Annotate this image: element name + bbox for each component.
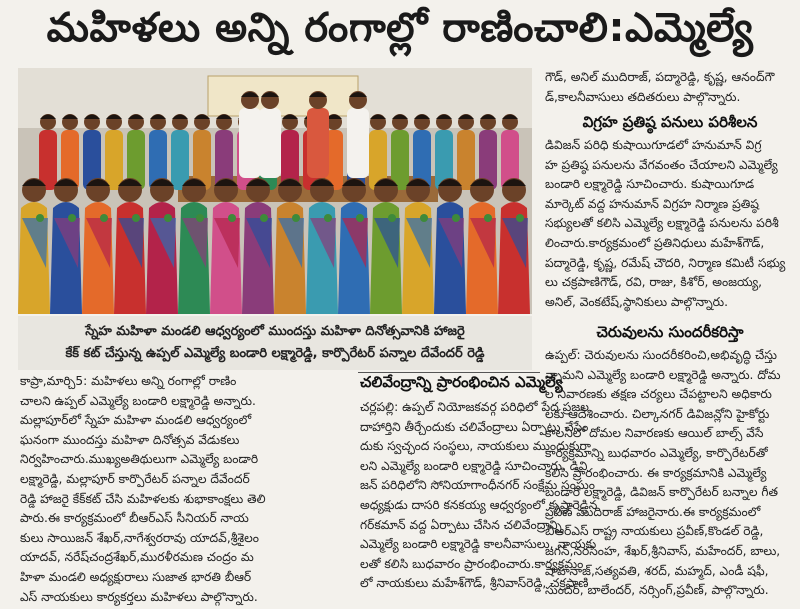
article-line: బీఆర్ఎస్ రాష్ట్ర నాయకులు ప్రవీణ్,కొండల్ రెడ్డి, bbox=[545, 524, 764, 539]
article-line: సభ్యులతో కలిసి ఎమ్మెల్యే లక్ష్మారెడ్డి పనులను పరిశీ bbox=[545, 216, 779, 231]
badge bbox=[292, 214, 300, 222]
article-line: దుకు స్వచ్ఛంద సంస్థలు, నాయకులు ముందుకురా bbox=[360, 439, 591, 454]
headline: మహిళలు అన్ని రంగాల్లో రాణించాలి:ఎమ్మెల్యే bbox=[46, 5, 754, 51]
article-line: ఉప్పల్: చెరువులను సుందరీకరించి,అభివృద్ధి చేస్తు bbox=[545, 348, 777, 362]
article-line: కులు సాయిజన్ శేఖర్,నాగేశ్వరరావు యాదవ్,శ్రీశైలం bbox=[20, 530, 259, 545]
article-line: లక్ష్మారెడ్డి, మల్లాపూర్ కార్పొరేటర్ పన్నాల దేవేందర్ bbox=[20, 471, 250, 486]
article-line: ప్రవీణ్ ముదిరాజ్ హాజరైనారు.ఈ కార్యక్రమంలో bbox=[545, 504, 761, 519]
badge bbox=[100, 214, 108, 222]
article-line: ఎమ్మెల్యే బండారి లక్ష్మారెడ్డి కాలనీవాసులు, నాయకు bbox=[360, 537, 597, 552]
person-body bbox=[259, 108, 281, 178]
article-line: అనిల్, వెంకటేష్,స్థానికులు పాల్గొన్నారు. bbox=[545, 294, 728, 309]
badge bbox=[36, 214, 44, 222]
article-line: డివిజన్ పరిధి కుషాయిగూడలో హనుమాన్ విగ్ర bbox=[545, 138, 762, 152]
article-line: ల నివారణకు తక్షణ చర్యలు చేపట్టాలని అధికారు bbox=[545, 387, 772, 402]
badge bbox=[420, 214, 428, 222]
article-line: ఘనంగా ముందస్తు మహిళా దినోత్సవ వేడుకలు bbox=[20, 432, 240, 447]
article-line: లించారు.కార్యక్రమంలో ప్రతినిధులు మహేశ్‌గౌడ్, bbox=[545, 235, 765, 250]
article-line: నిర్వహించారు.ముఖ్యఅతిథులుగా ఎమ్మెల్యే బండారి bbox=[20, 452, 259, 467]
badge bbox=[516, 214, 524, 222]
article-line: కార్యక్రమాన్ని బుధవారం ఎమ్మెల్యే, కార్పొరేటర్‌తో bbox=[545, 445, 768, 460]
badge bbox=[484, 214, 492, 222]
article-line: దాహార్తిని తీర్చేందుకు చలివేంద్రాలు ఏర్పాటు చేసేం bbox=[360, 419, 589, 434]
person-body bbox=[239, 108, 261, 178]
person-body bbox=[457, 130, 475, 190]
badge bbox=[356, 214, 364, 222]
article-line: అధ్యక్షుడు దాసరి కనకయ్య ఆధ్వర్యంలో కృష్ణారెడ్డిన bbox=[360, 497, 598, 512]
article-line: లో నాయకులు మహేశ్‌గౌడ్, శ్రీనివాస్‌రెడ్డి, చక్రపాణి bbox=[360, 576, 589, 591]
article-line: మల్లాపూర్‌లో స్నేహ మహిళా మండలి ఆధ్వర్యంలో bbox=[20, 413, 252, 428]
article-right-bottom bbox=[545, 346, 795, 608]
news-photo bbox=[18, 68, 532, 314]
caption-line-1: స్నేహ మహిళా మండలి ఆధ్వర్యంలో ముందస్తు మహిళా దినోత్సవానికి హాజరై bbox=[85, 324, 465, 339]
article-line: రెడ్డి హాజరై కేక్‌కట్ చేసి మహిళలకు శుభాకాంక్షలు తెలి bbox=[20, 491, 266, 506]
middle-article-subhead: చలివేంద్రాన్ని ప్రారంభించిన ఎమ్మెల్యే bbox=[360, 373, 563, 391]
badge bbox=[388, 214, 396, 222]
right-subhead-idol: విగ్రహ ప్రతిష్ఠ పనులు పరిశీలన bbox=[582, 113, 758, 131]
article-line: బండారి లక్ష్మారెడ్డి సూచించారు. కుషాయిగూడ bbox=[545, 177, 755, 192]
person-body bbox=[307, 108, 329, 178]
person-body bbox=[105, 130, 123, 190]
article-line: లని ఎమ్మెల్యే బండారి లక్ష్మారెడ్డి సూచించారు. డివి bbox=[360, 458, 588, 473]
article-line: జన్ పరిధిలోని సోనియాగాంధీనగర్ సంక్షేమ సంఘం bbox=[360, 478, 595, 493]
article-line: చర్లపల్లి: ఉప్పల్ నియోజకవర్గ పరిధిలో పేద ప్రజల bbox=[360, 400, 589, 414]
article-main-column bbox=[20, 372, 356, 607]
badge bbox=[132, 214, 140, 222]
badge bbox=[228, 214, 236, 222]
article-line: మార్కెట్ వద్ద హనుమాన్ విగ్రహ నిర్మాణ ప్రతిష్ఠ bbox=[545, 196, 759, 211]
photo-caption bbox=[18, 316, 532, 370]
article-line: చాలని ఉప్పల్ ఎమ్మెల్యే బండారి లక్ష్మారెడ్డి అన్నారు. bbox=[20, 393, 256, 408]
badge bbox=[452, 214, 460, 222]
caption-line-2: కేక్ కట్ చేస్తున్న ఉప్పల్ ఎమ్మెల్యే బండారి లక్ష్మారెడ్డి, కార్పొరేటర్ పన్నాల దేవేందర్ రెడ్డి bbox=[65, 346, 485, 361]
article-line: కాలనీలో దోమల నివారణకు ఆయిల్ బాల్స్ వేసే bbox=[545, 426, 764, 441]
article-line: కలిసి ప్రారంభించారు. ఈ కార్యక్రమానికి ఎమ్మెల్యే bbox=[545, 465, 767, 480]
article-line: బండారి లక్ష్మారెడ్డి, డివిజన్ కార్పొరేటర్ బన్నాల గీత bbox=[545, 485, 778, 500]
article-line: ఎస్ నాయకులు కార్యకర్తలు మహిళలు పాల్గొన్నారు. bbox=[20, 589, 258, 604]
right-subhead-lakes: చెరువులను సుందరీకరిస్తా bbox=[596, 323, 744, 341]
article-line: జగన్,నరసింహ, శేఖర్,శ్రీనివాస్, మహేందర్, బాలు, bbox=[545, 543, 781, 558]
badge bbox=[196, 214, 204, 222]
article-line: పారు.ఈ కార్యక్రమంలో బీఆర్ఎస్ సీనియర్ నాయ bbox=[20, 511, 249, 526]
article-line: సుందర్, బాలేందర్, నర్సింగ్,ప్రవీణ్, పాల్గొన్నారు. bbox=[545, 583, 769, 598]
group-photo-illustration bbox=[18, 68, 532, 314]
article-line: లకు ఆదేశించారు. చిల్కానగర్ డివిజన్లోని హైకోర్టు bbox=[545, 406, 770, 421]
badge bbox=[164, 214, 172, 222]
article-line: పద్మారెడ్డి, కృష్ణ, రమేష్ చౌదరి, నిర్మాణ కమిటీ సభ్యు bbox=[545, 255, 786, 270]
badge bbox=[260, 214, 268, 222]
article-line: న్నామని ఎమ్మెల్యే బండారి లక్ష్మారెడ్డి అన్నారు. దోమ bbox=[545, 367, 781, 382]
article-middle-column bbox=[360, 398, 598, 608]
article-line: హిళా మండలి అధ్యక్షురాలు సుజాత భారతి బీఆర్ bbox=[20, 569, 252, 584]
article-line: లు చక్రపాణిగౌడ్, రవి, రాజు, కిశోర్, అంజయ్య, bbox=[545, 275, 763, 290]
article-right-top bbox=[545, 68, 795, 110]
article-line: యాదవ్, నరేష్‌చంద్రశేఖర్,మురళీరమణ చంద్రం మ bbox=[20, 550, 254, 565]
article-line: గౌడ్, అనిల్ ముదిరాజ్, పద్మారెడ్డి, కృష్ణ, ఆనంద్‌గౌ bbox=[545, 70, 775, 84]
article-line: షాహనాజ్,సత్యవతి, శరద్, మహ్మద్, ఎండీ షఫీ, bbox=[545, 563, 769, 578]
article-line: లతో కలిసి బుధవారం ప్రారంభించారు.కార్యక్రమం bbox=[360, 556, 584, 571]
person-body bbox=[347, 108, 369, 178]
article-right-middle bbox=[545, 136, 795, 316]
article-line: కాప్రా,మార్చి5: మహిళలు అన్ని రంగాల్లో రాణిం bbox=[20, 374, 237, 388]
article-line: హ ప్రతిష్ఠ పనులను వేగవంతం చేయాలని ఎమ్మెల్యే bbox=[545, 157, 778, 172]
article-line: గర్‌కమాన్ వద్ద ఏర్పాటు చేసిన చలివేంద్రాన్ని bbox=[360, 517, 562, 532]
photo-banner bbox=[208, 76, 358, 116]
article-line: డ్,కాలనీవాసులు తదితరులు పాల్గొన్నారు. bbox=[545, 89, 741, 104]
badge bbox=[324, 214, 332, 222]
badge bbox=[68, 214, 76, 222]
